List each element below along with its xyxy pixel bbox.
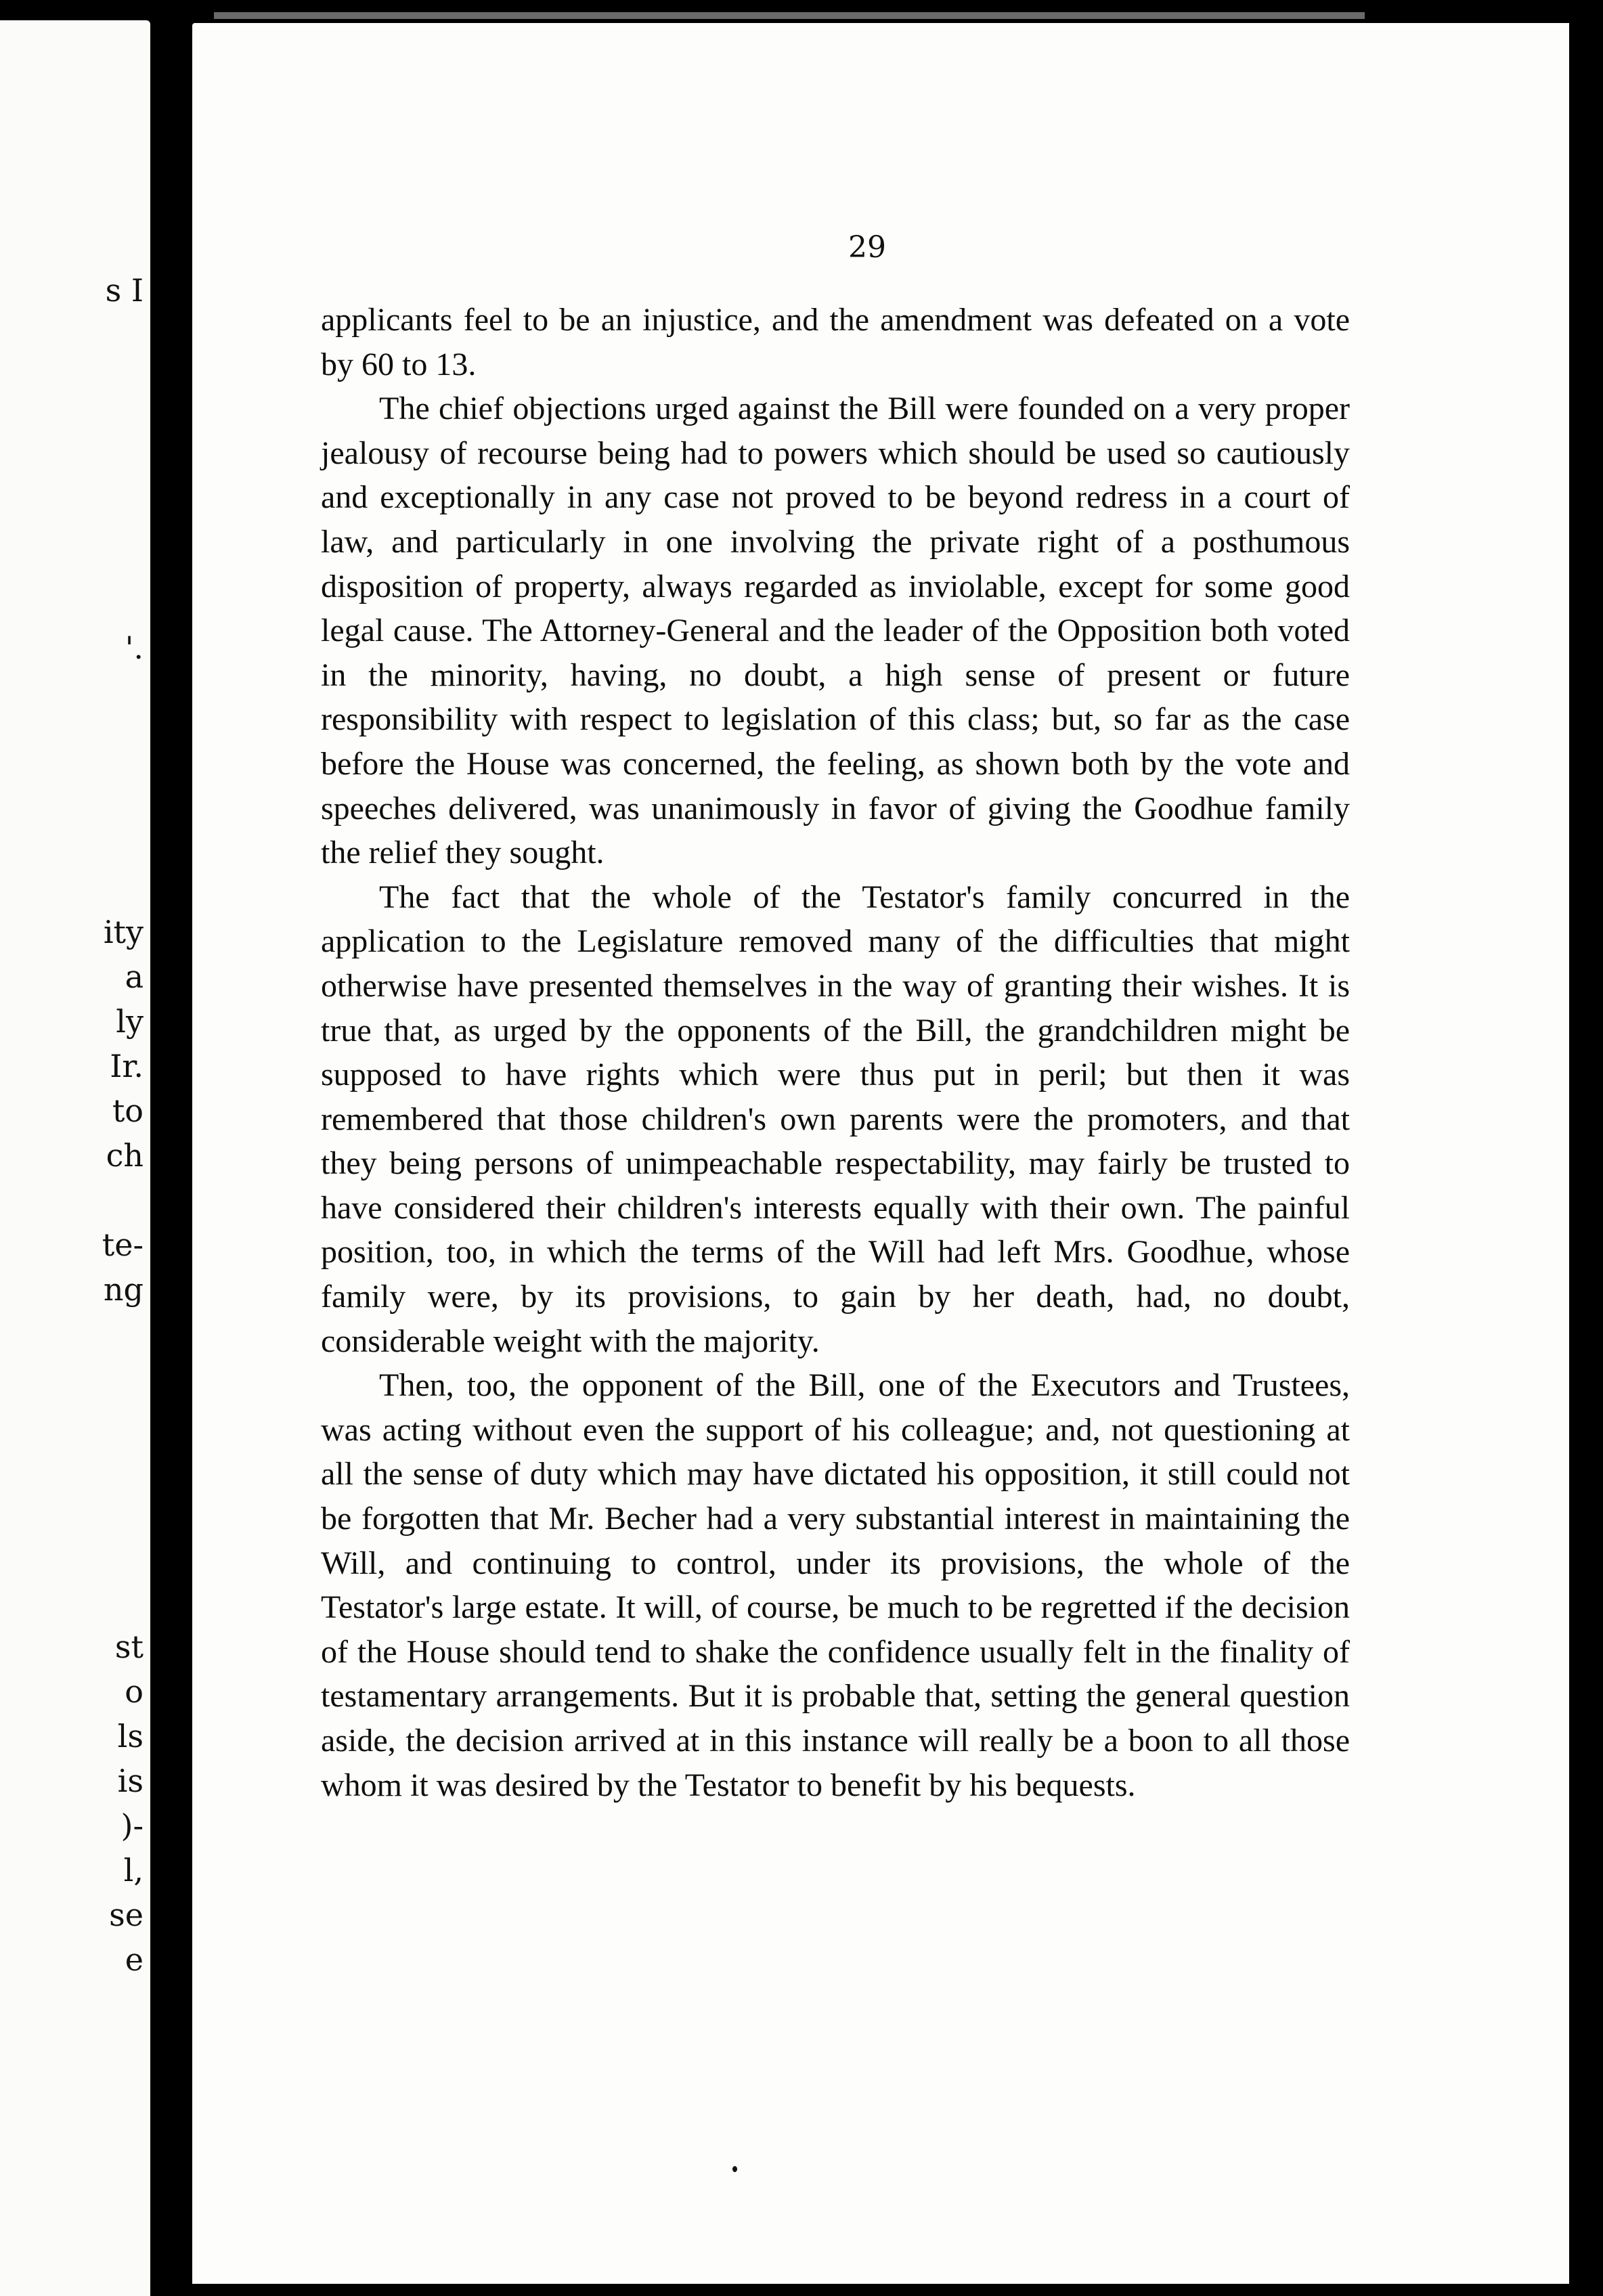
fragment-line: ng bbox=[103, 1271, 144, 1308]
fragment-line: l, bbox=[123, 1852, 144, 1889]
book-gutter bbox=[150, 20, 192, 2296]
fragment-line: ly bbox=[116, 1003, 144, 1040]
fragment-line: st bbox=[114, 1629, 144, 1665]
fragment-line: ch bbox=[106, 1137, 144, 1174]
body-text bbox=[321, 298, 1350, 1807]
page-top-edge bbox=[214, 12, 1365, 19]
paragraph: applicants feel to be an injustice, and the amendment was defeated on a vote by 60 to 13. bbox=[321, 302, 1350, 382]
fragment-line: se bbox=[109, 1897, 144, 1933]
previous-page-edge bbox=[0, 20, 150, 2296]
fragment-line: o bbox=[125, 1673, 144, 1710]
paragraph: Then, too, the opponent of the Bill, one of the Executors and Trustees, was acting without even the support of his colleague; and, not questioning at all the sense of duty which may have dictated his opposition, it still could not be forgotten that Mr. Becher had a very substantial interest in maintaining the Will, and continuing to control, under its provisions, the whole of the Testator's large estate. It will, of course, be much to be regretted if the decision of the House should tend to shake the confidence usually felt in the finality of testamentary arrangements. But it is probable that, setting the general question aside, the decision arrived at in this instance will really be a boon to all those whom it was desired by the Testator to benefit by his bequests. bbox=[321, 1367, 1350, 1803]
fragment-line: s I bbox=[105, 272, 144, 309]
page-number: 29 bbox=[848, 230, 886, 265]
fragment-line: a bbox=[125, 958, 144, 995]
fragment-line: is bbox=[117, 1763, 144, 1799]
fragment-line: te- bbox=[102, 1227, 144, 1263]
fragment-line: to bbox=[112, 1092, 144, 1129]
fragment-line: '. bbox=[125, 630, 144, 666]
fragment-line: )- bbox=[120, 1807, 144, 1844]
fragment-line: e bbox=[125, 1941, 144, 1978]
fragment-line: ity bbox=[103, 914, 144, 950]
paragraph: The fact that the whole of the Testator's family concurred in the application to the Legislature removed many of the difficulties that might otherwise have presented themselves in the way of granting their wishes. It is true that, as urged by the opponents of the Bill, the grandchildren might be supposed to have rights which were thus put in peril; but then it was remembered that those children's own parents were the promoters, and that they being persons of unimpeachable respectability, may fairly be trusted to have considered their children's interests equally with their own. The painful position, too, in which the terms of the Will had left Mrs. Goodhue, whose family were, by its provisions, to gain by her death, had, no doubt, considerable weight with the majority. bbox=[321, 879, 1350, 1359]
paragraph: The chief objections urged against the Bill were founded on a very proper jealousy of recourse being had to powers which should be used so cautiously and exceptionally in any case not proved to be beyond redress in a court of law, and particularly in one involving the private right of a posthumous disposition of property, always regarded as inviolable, except for some good legal cause. The Attorney-General and the leader of the Opposition both voted in the minority, having, no doubt, a high sense of present or future responsibility with respect to legislation of this class; but, so far as the case before the House was concerned, the feeling, as shown both by the vote and speeches delivered, was unanimously in favor of giving the Goodhue family the relief they sought. bbox=[321, 391, 1350, 871]
fragment-line: Ir. bbox=[110, 1048, 144, 1084]
previous-page-text-fragments bbox=[0, 20, 150, 2296]
ink-speck bbox=[732, 2166, 737, 2172]
page bbox=[192, 23, 1569, 2284]
fragment-line: ls bbox=[117, 1718, 144, 1754]
